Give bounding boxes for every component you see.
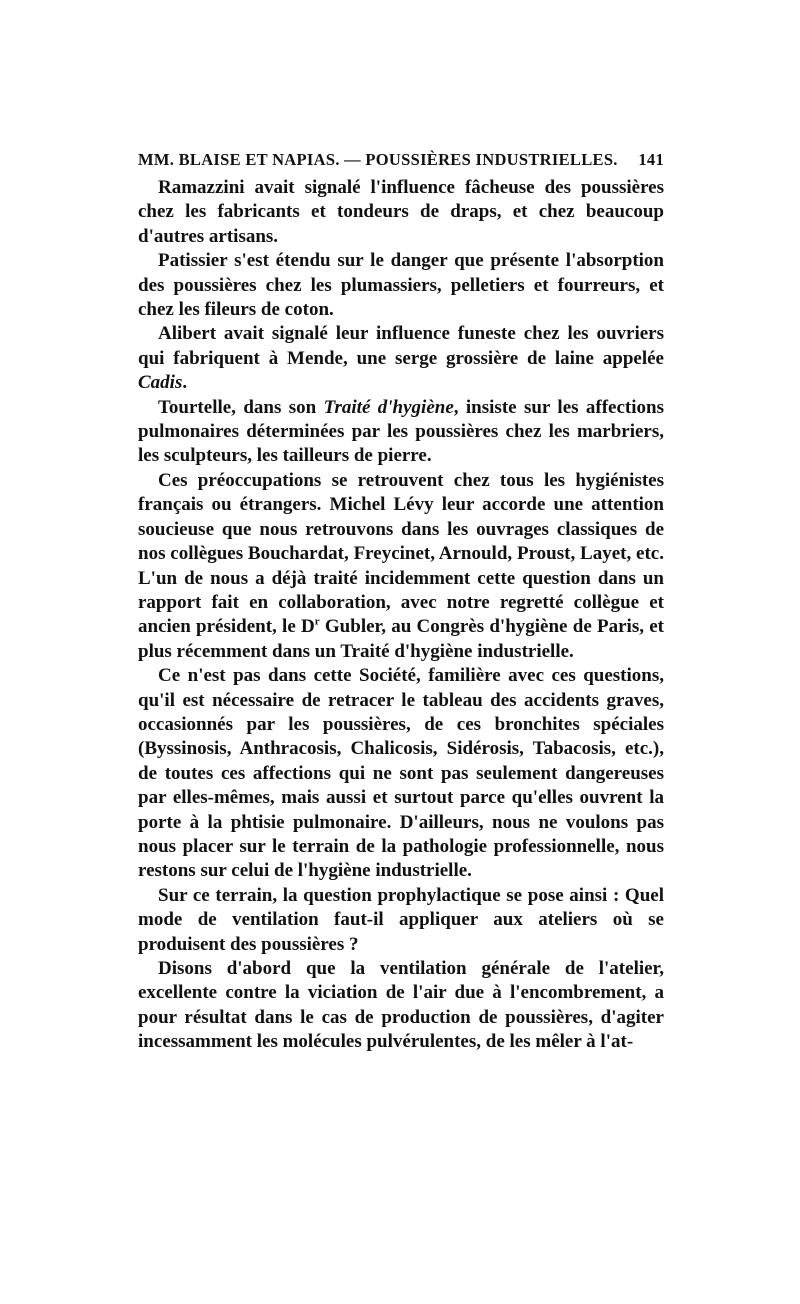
page-number: 141 [638, 150, 664, 169]
book-page [138, 150, 664, 1055]
paragraph-terrain: Sur ce terrain, la question prophylactique se pose ainsi : Quel mode de ventilation faut-il appliquer aux ateliers où se produisent des poussières ? [138, 884, 664, 955]
paragraph-tourtelle-end: , insiste sur les affections pulmonaires déterminées par les poussières chez les marbriers, les sculpteurs, les tailleurs de pierre. [138, 396, 664, 467]
running-title: MM. BLAISE ET NAPIAS. — POUSSIÈRES INDUSTRIELLES. [138, 150, 618, 169]
paragraph-tourtelle [138, 396, 664, 469]
paragraph-preoccupations-start: Ces préoccupations se retrouvent chez tous les hygiénistes français ou étrangers. Michel Lévy leur accorde une attention soucieuse que nous retrouvons dans les ouvrages classiques de nos collègues Bouchardat, Freycinet, Arnould, Proust, Layet, etc. L'un de nous a déjà traité incidemment cette question dans un rapport fait en collaboration, avec notre regretté collègue et ancien président, le D [138, 469, 664, 638]
cadis-italic: Cadis [138, 372, 183, 394]
paragraph-alibert-text: Alibert avait signalé leur influence funeste chez les ouvriers qui fabriquent à Mende, une serge grossière de laine appelée [138, 323, 664, 369]
doctor-superscript: r [314, 615, 320, 628]
traite-hygiene-italic: Traité d'hygiène [323, 396, 454, 418]
paragraph-preoccupations [138, 469, 664, 664]
paragraph-alibert [138, 322, 664, 395]
paragraph-patissier: Patissier s'est étendu sur le danger que présente l'absorption des poussières chez les plumassiers, pelletiers et fourreurs, et chez les fileurs de coton. [138, 250, 664, 321]
paragraph-alibert-end: . [182, 372, 188, 394]
paragraph-tourtelle-start: Tourtelle, dans son [158, 396, 324, 418]
paragraph-ramazzini: Ramazzini avait signalé l'influence fâcheuse des poussières chez les fabricants et tondeurs de draps, et chez beaucoup d'autres artisans. [138, 177, 664, 247]
body-text [138, 176, 664, 1055]
paragraph-societe: Ce n'est pas dans cette Société, familière avec ces questions, qu'il est nécessaire de retracer le tableau des accidents graves, occasionnés par les poussières, de ces bronchites spéciales (Byssinosis, Anthracosis, Chalicosis, Sidérosis, Tabacosis, etc.), de toutes ces affections qui ne sont pas seulement dangereuses par elles-mêmes, mais aussi et surtout parce qu'elles ouvrent la porte à la phtisie pulmonaire. D'ailleurs, nous ne voulons pas nous placer sur le terrain de la pathologie professionnelle, nous restons sur celui de l'hygiène industrielle. [138, 665, 664, 882]
paragraph-preoccupations-end: Gubler, au Congrès d'hygiène de Paris, et plus récemment dans un Traité d'hygiène industrielle. [138, 616, 664, 662]
running-header [138, 150, 664, 170]
paragraph-ventilation: Disons d'abord que la ventilation générale de l'atelier, excellente contre la viciation de l'air due à l'encombrement, a pour résultat dans le cas de production de poussières, d'agiter incessamment les molécules pulvérulentes, de les mêler à l'at- [138, 958, 664, 1053]
